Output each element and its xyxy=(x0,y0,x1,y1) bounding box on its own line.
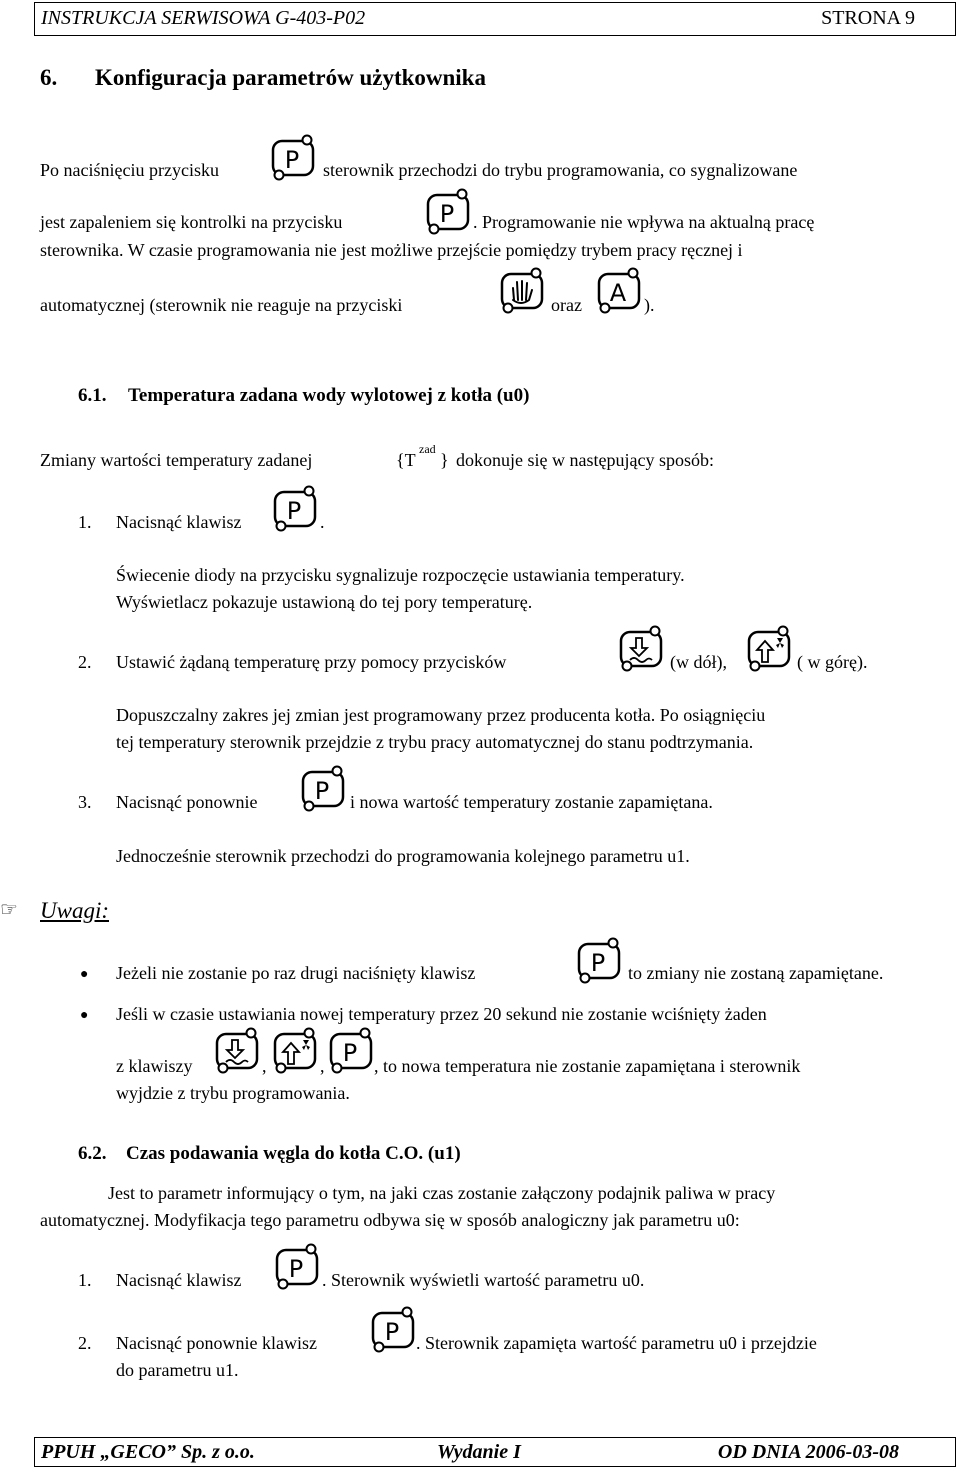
footer-edition: Wydanie I xyxy=(437,1441,521,1463)
step-text: Nacisnąć ponownie xyxy=(116,792,258,812)
note-text: z klawiszy xyxy=(116,1056,193,1076)
note-text: to zmiany nie zostaną zapamiętane. xyxy=(628,963,884,983)
note-text: , xyxy=(262,1056,267,1076)
step-number: 1. xyxy=(78,512,92,532)
intro-text: oraz xyxy=(551,295,582,315)
step-text: . Sterownik wyświetli wartość parametru u0. xyxy=(322,1270,645,1290)
note-text: , xyxy=(320,1056,325,1076)
body-text: Zmiany wartości temperatury zadanej xyxy=(40,450,313,470)
svg-text:P: P xyxy=(439,200,455,228)
page-number: STRONA 9 xyxy=(821,7,915,29)
step-text: . xyxy=(320,512,325,532)
intro-text: automatycznej (sterownik nie reaguje na przyciski xyxy=(40,295,403,315)
page-header xyxy=(34,2,956,36)
step-number: 3. xyxy=(78,792,92,812)
svg-text:P: P xyxy=(342,1039,358,1067)
intro-text: Po naciśnięciu przycisku xyxy=(40,160,219,180)
intro-text: ). xyxy=(644,295,655,315)
body-text: automatycznej. Modyfikacja tego parametru odbywa się w sposób analogiczny jak parametru u0: xyxy=(40,1210,740,1230)
step-number: 2. xyxy=(78,1333,92,1353)
subsection-title: Czas podawania węgla do kotła C.O. (u1) xyxy=(126,1143,461,1164)
step-note: Wyświetlacz pokazuje ustawioną do tej pory temperaturę. xyxy=(116,592,533,612)
svg-text:A: A xyxy=(609,279,627,307)
intro-text: jest zapaleniem się kontrolki na przycisku xyxy=(40,212,343,232)
step-text: . Sterownik zapamięta wartość parametru u0 i przejdzie xyxy=(416,1333,817,1353)
step-text: (w dół), xyxy=(670,652,727,672)
note-text: Jeżeli nie zostanie po raz drugi naciśnięty klawisz xyxy=(116,963,476,983)
note-text: wyjdzie z trybu programowania. xyxy=(116,1083,350,1103)
intro-text: . Programowanie nie wpływa na aktualną pracę xyxy=(473,212,815,232)
svg-text:P: P xyxy=(288,1255,304,1283)
down-key-icon xyxy=(618,624,666,672)
step-text: ( w górę). xyxy=(797,652,868,672)
tzad-superscript: zad xyxy=(419,442,436,456)
body-text: dokonuje się w następujący sposób: xyxy=(456,450,714,470)
intro-text: sterownika. W czasie programowania nie jest możliwe przejście pomiędzy trybem pracy ręcznej i xyxy=(40,240,743,260)
svg-text:P: P xyxy=(286,497,302,525)
section-title: Konfiguracja parametrów użytkownika xyxy=(95,65,486,90)
bullet-icon: ● xyxy=(80,1008,89,1023)
svg-text:P: P xyxy=(284,146,300,174)
svg-text:P: P xyxy=(384,1318,400,1346)
p-key-icon xyxy=(300,764,348,812)
p-key-icon xyxy=(270,133,318,181)
p-key-icon xyxy=(328,1026,376,1074)
tzad-symbol: {T xyxy=(396,450,416,470)
step-number: 2. xyxy=(78,652,92,672)
p-key-icon xyxy=(272,484,320,532)
step-text: Ustawić żądaną temperaturę przy pomocy przycisków xyxy=(116,652,507,672)
note-text: Jeśli w czasie ustawiania nowej temperatury przez 20 sekund nie zostanie wciśnięty żaden xyxy=(116,1004,767,1024)
intro-text: sterownik przechodzi do trybu programowania, co sygnalizowane xyxy=(323,160,798,180)
step-number: 1. xyxy=(78,1270,92,1290)
step-note: Jednocześnie sterownik przechodzi do programowania kolejnego parametru u1. xyxy=(116,846,690,866)
step-note: Dopuszczalny zakres jej zmian jest programowany przez producenta kotła. Po osiągnięciu xyxy=(116,705,766,725)
auto-key-icon xyxy=(596,266,644,314)
tzad-symbol-close: } xyxy=(440,450,449,470)
step-note: tej temperatury sterownik przejdzie z trybu pracy automatycznej do stanu podtrzymania. xyxy=(116,732,754,752)
step-text: Nacisnąć klawisz xyxy=(116,512,242,532)
pointing-hand-icon: ☞ xyxy=(0,899,18,921)
section-number: 6. xyxy=(40,65,58,90)
footer-date: OD DNIA 2006-03-08 xyxy=(717,1441,899,1463)
step-text: i nowa wartość temperatury zostanie zapamiętana. xyxy=(350,792,713,812)
up-key-icon xyxy=(272,1026,320,1074)
step-note: Świecenie diody na przycisku sygnalizuje rozpoczęcie ustawiania temperatury. xyxy=(116,565,685,585)
svg-text:P: P xyxy=(314,777,330,805)
footer-company: PPUH „GECO” Sp. z o.o. xyxy=(41,1441,255,1463)
hand-key-icon xyxy=(499,266,547,314)
step-text: Nacisnąć ponownie klawisz xyxy=(116,1333,317,1353)
up-key-icon xyxy=(746,624,794,672)
svg-text:P: P xyxy=(590,949,606,977)
step-text: do parametru u1. xyxy=(116,1360,239,1380)
bullet-icon: ● xyxy=(80,967,89,982)
down-key-icon xyxy=(214,1026,262,1074)
p-key-icon xyxy=(576,936,624,984)
subsection-title: Temperatura zadana wody wylotowej z kotła (u0) xyxy=(128,385,530,406)
body-text: Jest to parametr informujący o tym, na jaki czas zostanie załączony podajnik paliwa w pracy xyxy=(108,1183,776,1203)
p-key-icon xyxy=(370,1305,418,1353)
subsection-number: 6.2. xyxy=(78,1143,107,1164)
p-key-icon xyxy=(425,187,473,235)
page-footer xyxy=(34,1437,956,1467)
step-text: Nacisnąć klawisz xyxy=(116,1270,242,1290)
document-title: INSTRUKCJA SERWISOWA G-403-P02 xyxy=(41,7,366,29)
note-text: , to nowa temperatura nie zostanie zapamiętana i sterownik xyxy=(374,1056,801,1076)
p-key-icon xyxy=(274,1242,322,1290)
notes-title: Uwagi: xyxy=(40,898,109,923)
subsection-number: 6.1. xyxy=(78,385,107,406)
